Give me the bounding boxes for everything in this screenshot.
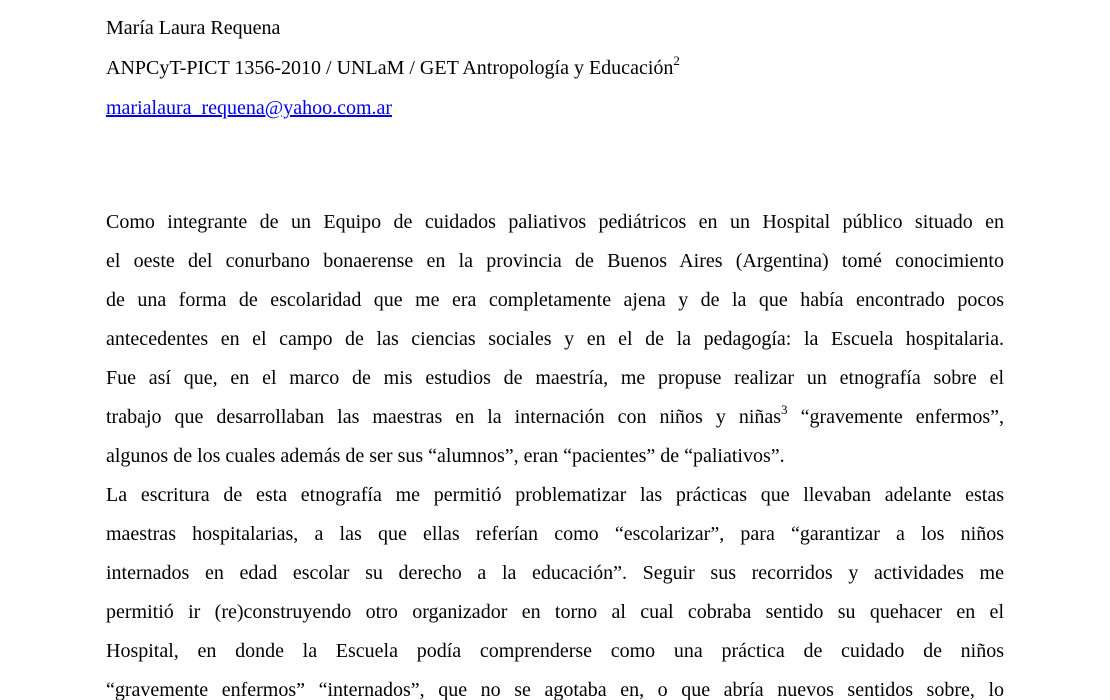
paragraph-line: maestras hospitalarias, a las que ellas referían como “escolarizar”, para “garantizar a los niños [106, 523, 1004, 545]
paragraph-line: “gravemente enfermos” “internados”, que no se agotaba en, o que abría nuevos sentidos sobre, lo [106, 679, 1004, 700]
paragraph-line: internados en edad escolar su derecho a la educación”. Seguir sus recorridos y actividades me [106, 562, 1004, 584]
paragraph-line: el oeste del conurbano bonaerense en la provincia de Buenos Aires (Argentina) tomé conocimiento [106, 250, 1004, 272]
footnote-marker[interactable]: 3 [781, 402, 788, 418]
paragraph-line: La escritura de esta etnografía me permitió problematizar las prácticas que llevaban adelante estas [106, 484, 1004, 506]
paragraph-line: algunos de los cuales además de ser sus “alumnos”, eran “pacientes” de “paliativos”. [106, 445, 785, 467]
paragraph-line: permitió ir (re)construyendo otro organizador en torno al cual cobraba sentido su quehacer en el [106, 601, 1004, 623]
line-text: trabajo que desarrollaban las maestras en la internación con niños y niñas [106, 406, 782, 428]
paragraph-line: Hospital, en donde la Escuela podía comprenderse como una práctica de cuidado de niños [106, 640, 1004, 662]
paragraph-line: Como integrante de un Equipo de cuidados paliativos pediátricos en un Hospital público situado en [106, 211, 1004, 233]
affiliation-text: ANPCyT-PICT 1356-2010 / UNLaM / GET Antropología y Educación [106, 57, 674, 79]
line-text: “gravemente enfermos”, [800, 406, 1005, 428]
author-name: María Laura Requena [106, 17, 281, 39]
author-email-link[interactable]: marialaura_requena@yahoo.com.ar [106, 97, 393, 119]
author-affiliation [106, 53, 680, 80]
paragraph-line: de una forma de escolaridad que me era completamente ajena y de la que había encontrado pocos [106, 289, 1004, 311]
paragraph-line: Fue así que, en el marco de mis estudios de maestría, me propuse realizar un etnografía sobre el [106, 367, 1004, 389]
paragraph-line [106, 402, 1005, 429]
paragraph-line: antecedentes en el campo de las ciencias sociales y en el de la pedagogía: la Escuela hospitalaria. [106, 328, 1004, 350]
footnote-marker[interactable]: 2 [673, 53, 680, 69]
